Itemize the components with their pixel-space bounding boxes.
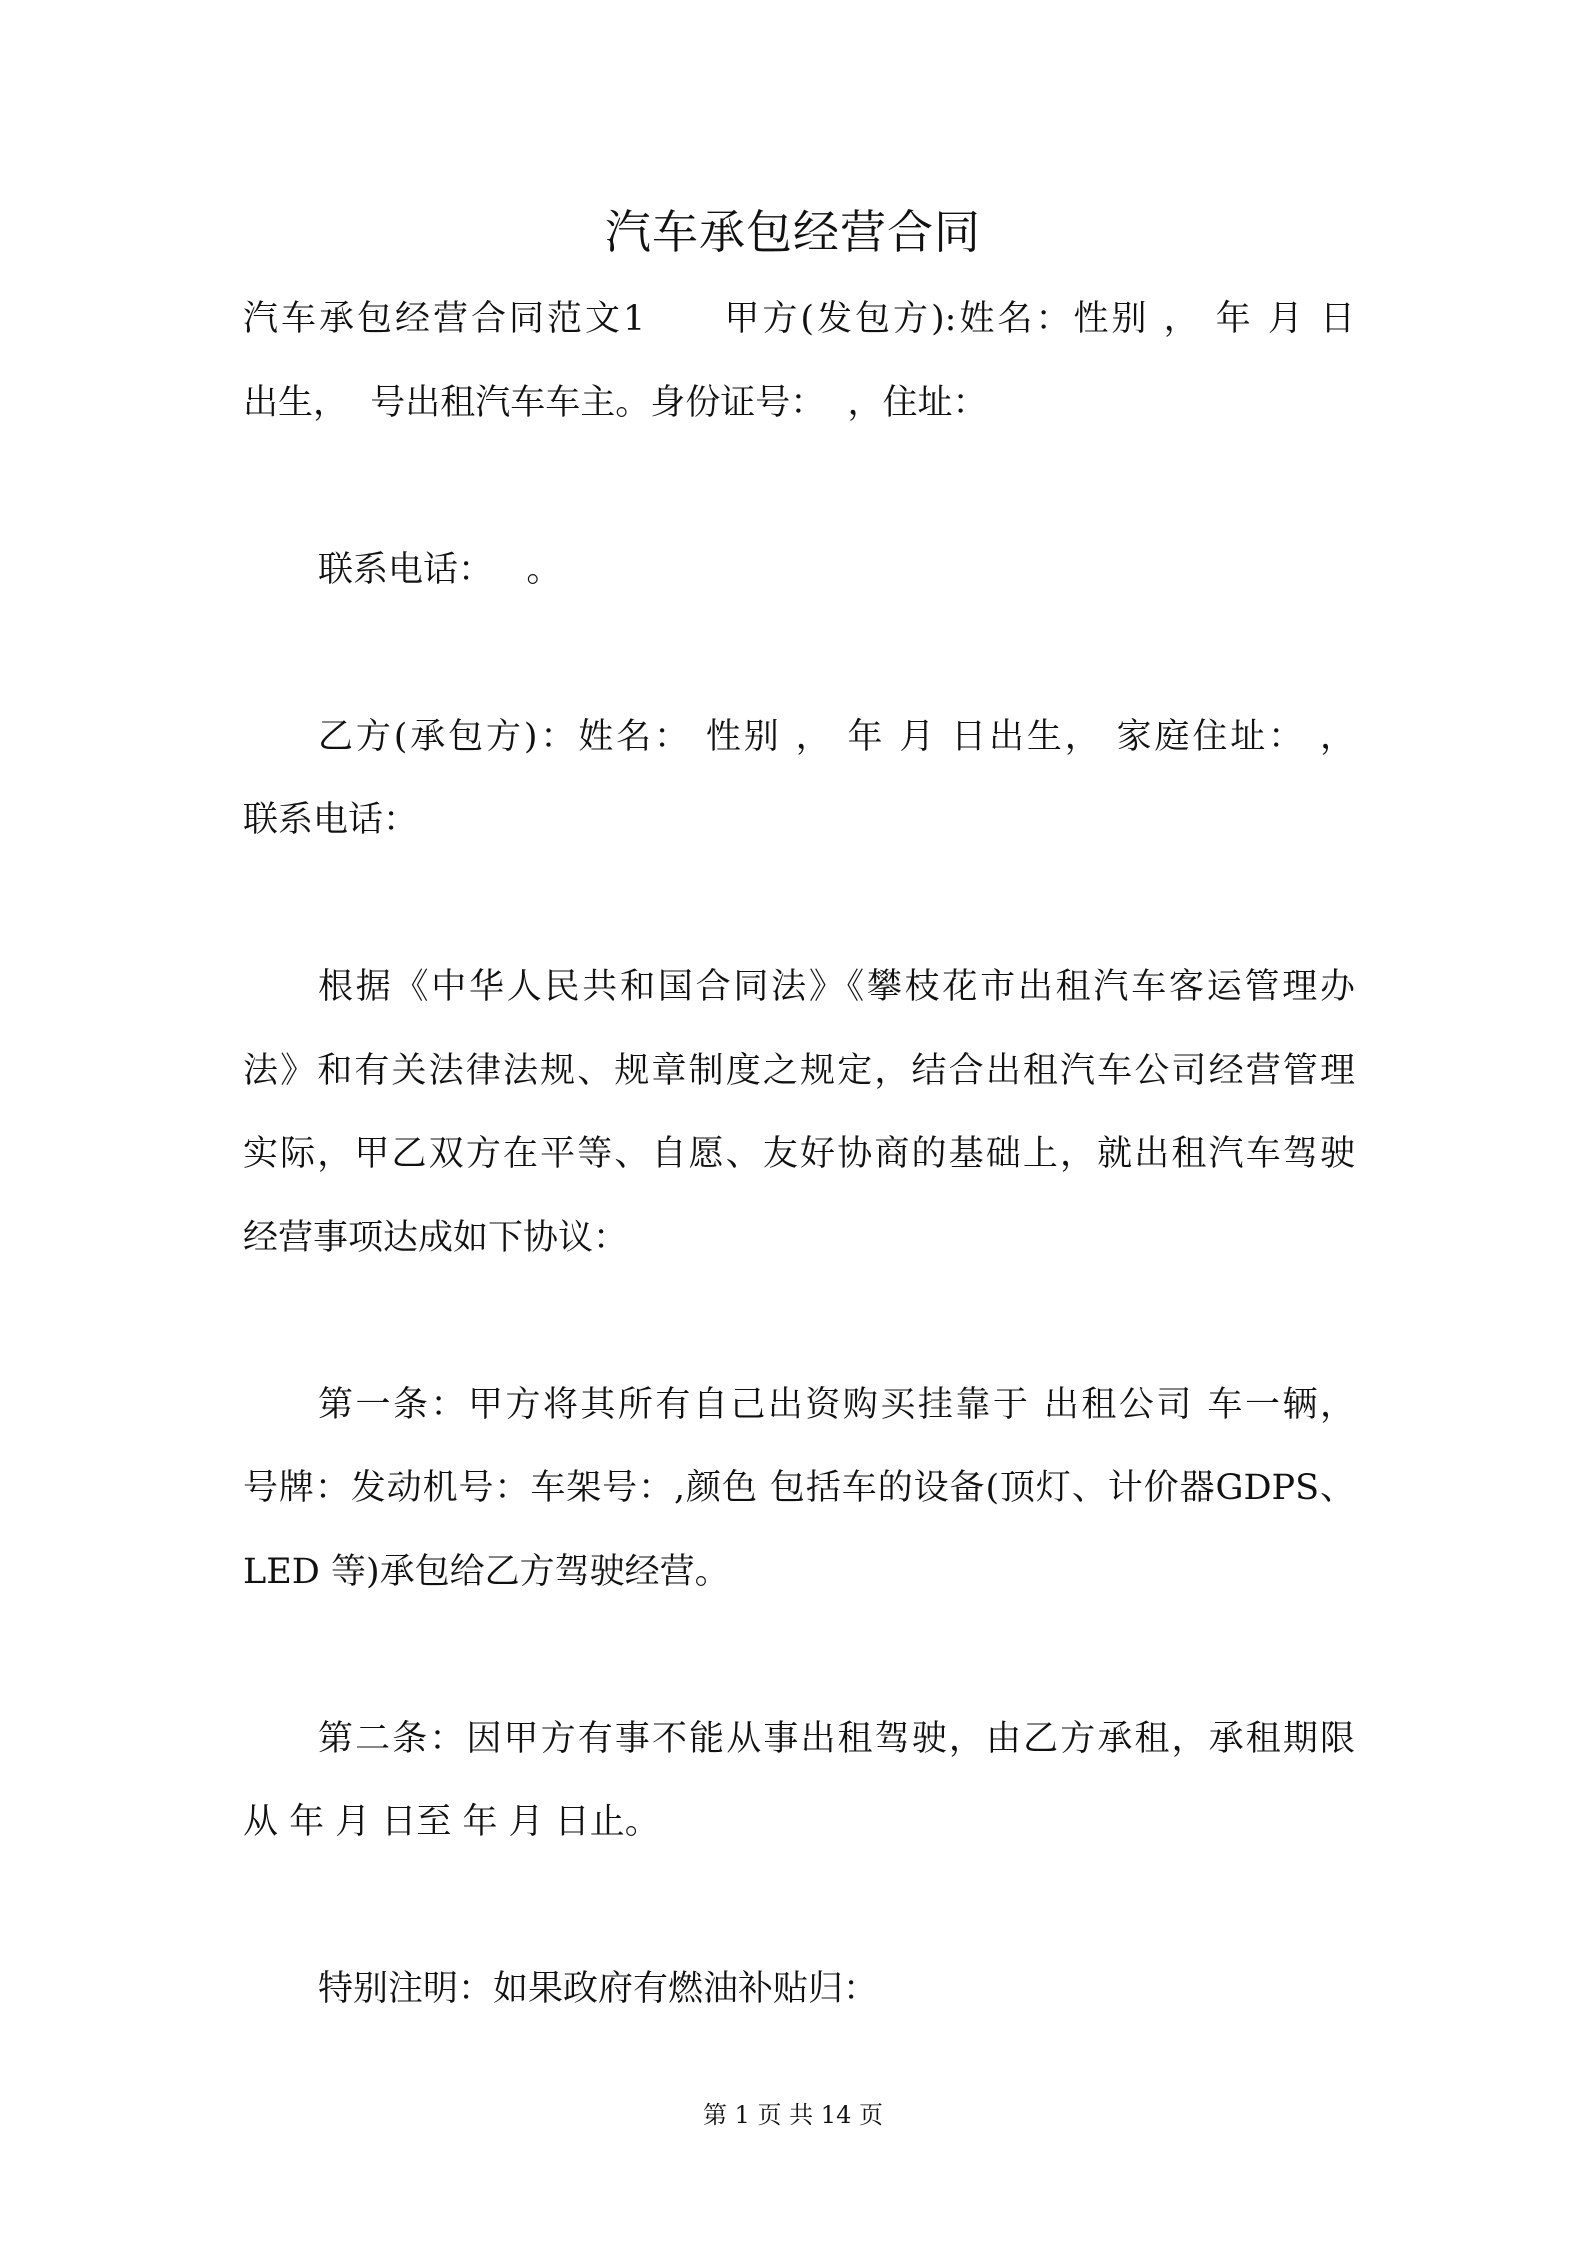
paragraph (243, 529, 1355, 613)
text-line: 出生， 号出租汽车车主。身份证号： ，住址： (243, 382, 988, 423)
document-title: 汽车承包经营合同 (605, 205, 981, 259)
text-line: 第一条：甲方将其所有自己出资购买挂靠于 出租公司 车一辆， (318, 1384, 1355, 1425)
paragraph (243, 1698, 1355, 1865)
page-number: 第 1 页 共 14 页 (703, 2101, 883, 2129)
document-body (243, 278, 1355, 2115)
text-line: 号牌：发动机号：车架号：,颜色 包括车的设备(顶灯、计价器GDPS、 (243, 1468, 1355, 1508)
paragraph (243, 946, 1355, 1280)
paragraph (243, 278, 1355, 445)
paragraph (243, 1364, 1355, 1615)
text-line: 第二条：因甲方有事不能从事出租驾驶，由乙方承租，承租期限 (318, 1718, 1355, 1759)
text-line: 实际，甲乙双方在平等、自愿、友好协商的基础上，就出租汽车驾驶 (243, 1134, 1355, 1174)
paragraph (243, 696, 1355, 863)
text-line: 汽车承包经营合同范文1 甲方(发包方):姓名：性别 ， 年 月 日 (243, 299, 1355, 339)
text-line: 联系电话： 。 (318, 549, 562, 590)
text-line: 联系电话： (243, 800, 419, 840)
text-line: LED 等)承包给乙方驾驶经营。 (243, 1551, 730, 1592)
text-line: 法》和有关法律法规、规章制度之规定，结合出租汽车公司经营管理 (243, 1050, 1355, 1091)
text-line: 特别注明：如果政府有燃油补贴归： (318, 1969, 879, 2009)
text-line: 乙方(承包方)：姓名： 性别 ， 年 月 日出生， 家庭住址： ， (318, 716, 1355, 757)
text-line: 从 年 月 日至 年 月 日止。 (243, 1802, 660, 1842)
paragraph (243, 1948, 1355, 2032)
text-line: 根据《中华人民共和国合同法》《攀枝花市出租汽车客运管理办 (318, 967, 1355, 1007)
text-line: 经营事项达成如下协议： (243, 1217, 629, 1258)
